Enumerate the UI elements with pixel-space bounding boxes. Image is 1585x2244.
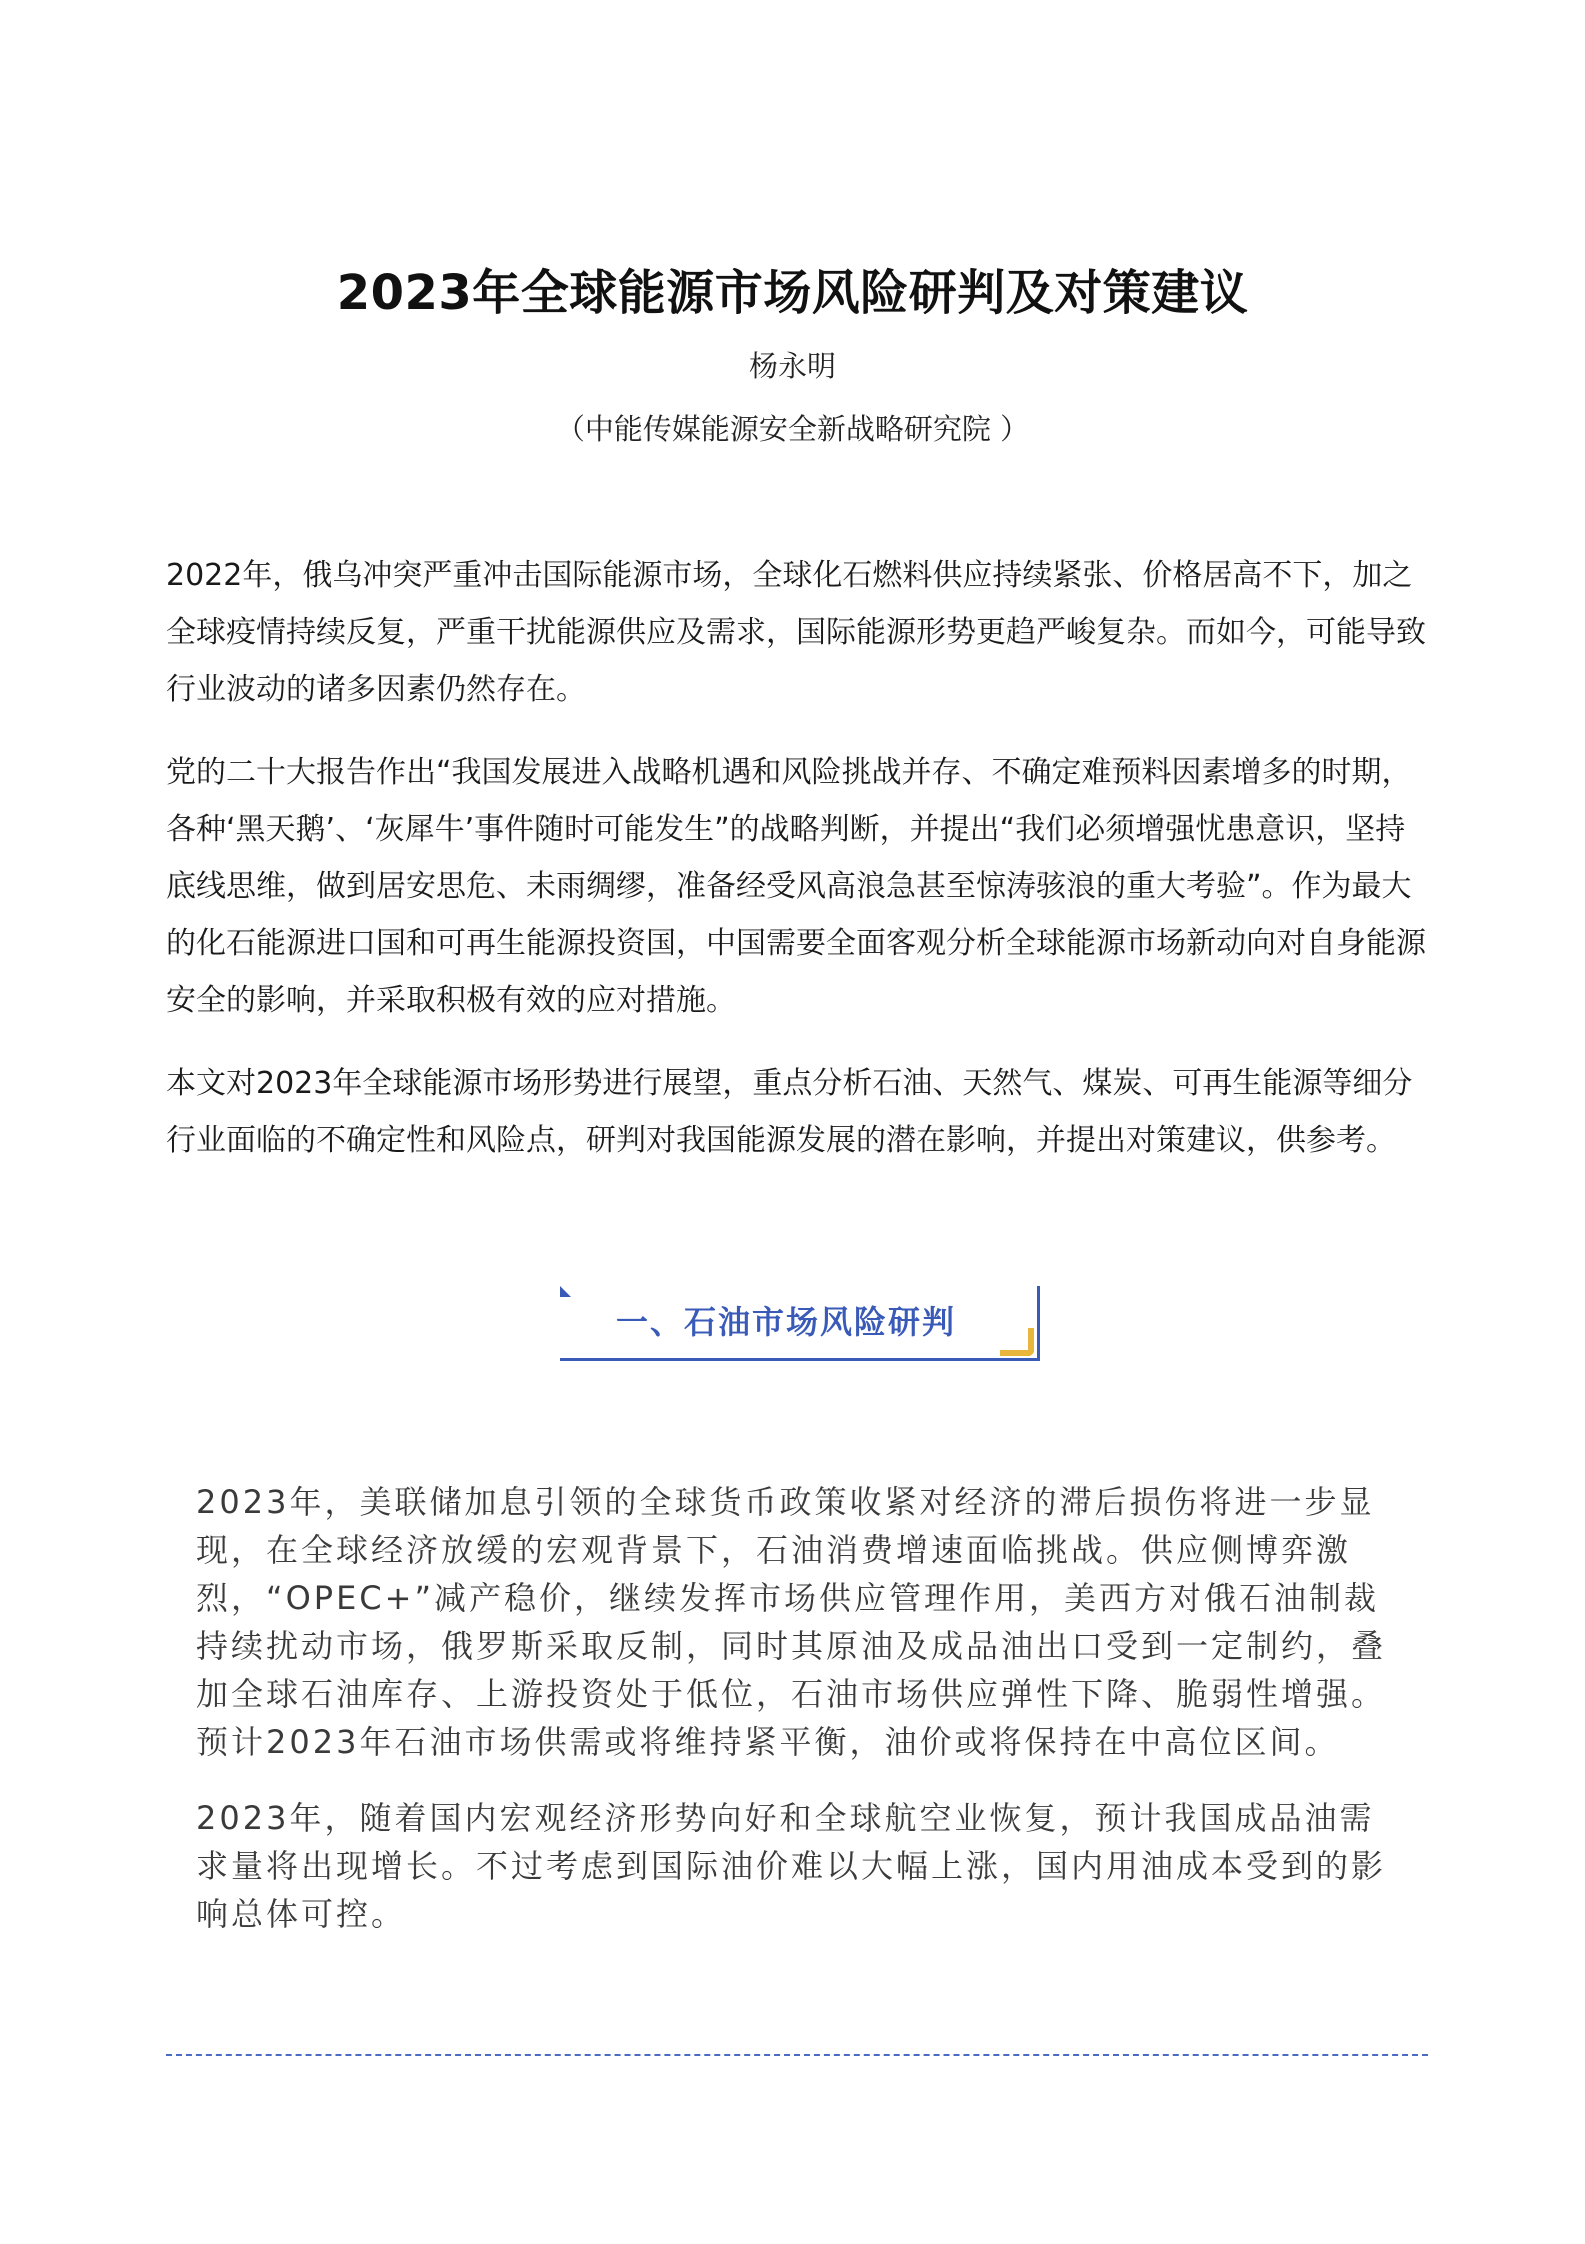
corner-accent-icon bbox=[1000, 1328, 1034, 1356]
heading-frame-right bbox=[1037, 1286, 1040, 1361]
oil-paragraph: 2023年，美联储加息引领的全球货币政策收紧对经济的滞后损伤将进一步显现，在全球经济放缓的宏观背景下，石油消费增速面临挑战。供应侧博弈激烈，“OPEC+”减产稳价，继续发挥市场供应管理作用，美西方对俄石油制裁持续扰动市场，俄罗斯采取反制，同时其原油及成品油出口受到一定制约，叠加全球石油库存、上游投资处于低位，石油市场供应弹性下降、脆弱性增强。预计2023年石油市场供需或将维持紧平衡，油价或将保持在中高位区间。 bbox=[196, 1483, 1387, 1761]
dashed-divider bbox=[166, 2054, 1428, 2056]
oil-paragraph: 2023年，随着国内宏观经济形势向好和全球航空业恢复，预计我国成品油需求量将出现增长。不过考虑到国际油价难以大幅上涨，国内用油成本受到的影响总体可控。 bbox=[196, 1799, 1387, 1933]
section-heading-label: 一、石油市场风险研判 bbox=[616, 1303, 957, 1341]
section-heading-oil bbox=[560, 1286, 1040, 1366]
intro-paragraph: 党的二十大报告作出“我国发展进入战略机遇和风险挑战并存、不确定难预料因素增多的时期，各种‘黑天鹅’、‘灰犀牛’事件随时可能发生”的战略判断，并提出“我们必须增强忧患意识，坚持底线思维，做到居安思危、未雨绸缪，准备经受风高浪急甚至惊涛骇浪的重大考验”。作为最大的化石能源进口国和可再生能源投资国，中国需要全面客观分析全球能源市场新动向对自身能源安全的影响，并采取积极有效的应对措施。 bbox=[166, 755, 1426, 1018]
intro-section bbox=[166, 547, 1428, 1195]
corner-triangle-icon bbox=[560, 1286, 572, 1298]
heading-frame-bottom bbox=[560, 1358, 1040, 1361]
author-affiliation: （中能传媒能源安全新战略研究院 ） bbox=[555, 412, 1030, 446]
intro-paragraph: 本文对2023年全球能源市场形势进行展望，重点分析石油、天然气、煤炭、可再生能源等细分行业面临的不确定性和风险点，研判对我国能源发展的潜在影响，并提出对策建议，供参考。 bbox=[166, 1066, 1413, 1158]
author-name: 杨永明 bbox=[748, 349, 836, 383]
intro-paragraph: 2022年，俄乌冲突严重冲击国际能源市场，全球化石燃料供应持续紧张、价格居高不下，加之全球疫情持续反复，严重干扰能源供应及需求，国际能源形势更趋严峻复杂。而如今，可能导致行业波动的诸多因素仍然存在。 bbox=[166, 558, 1426, 707]
document-title: 2023年全球能源市场风险研判及对策建议 bbox=[336, 265, 1249, 321]
oil-section-body bbox=[196, 1478, 1396, 1966]
